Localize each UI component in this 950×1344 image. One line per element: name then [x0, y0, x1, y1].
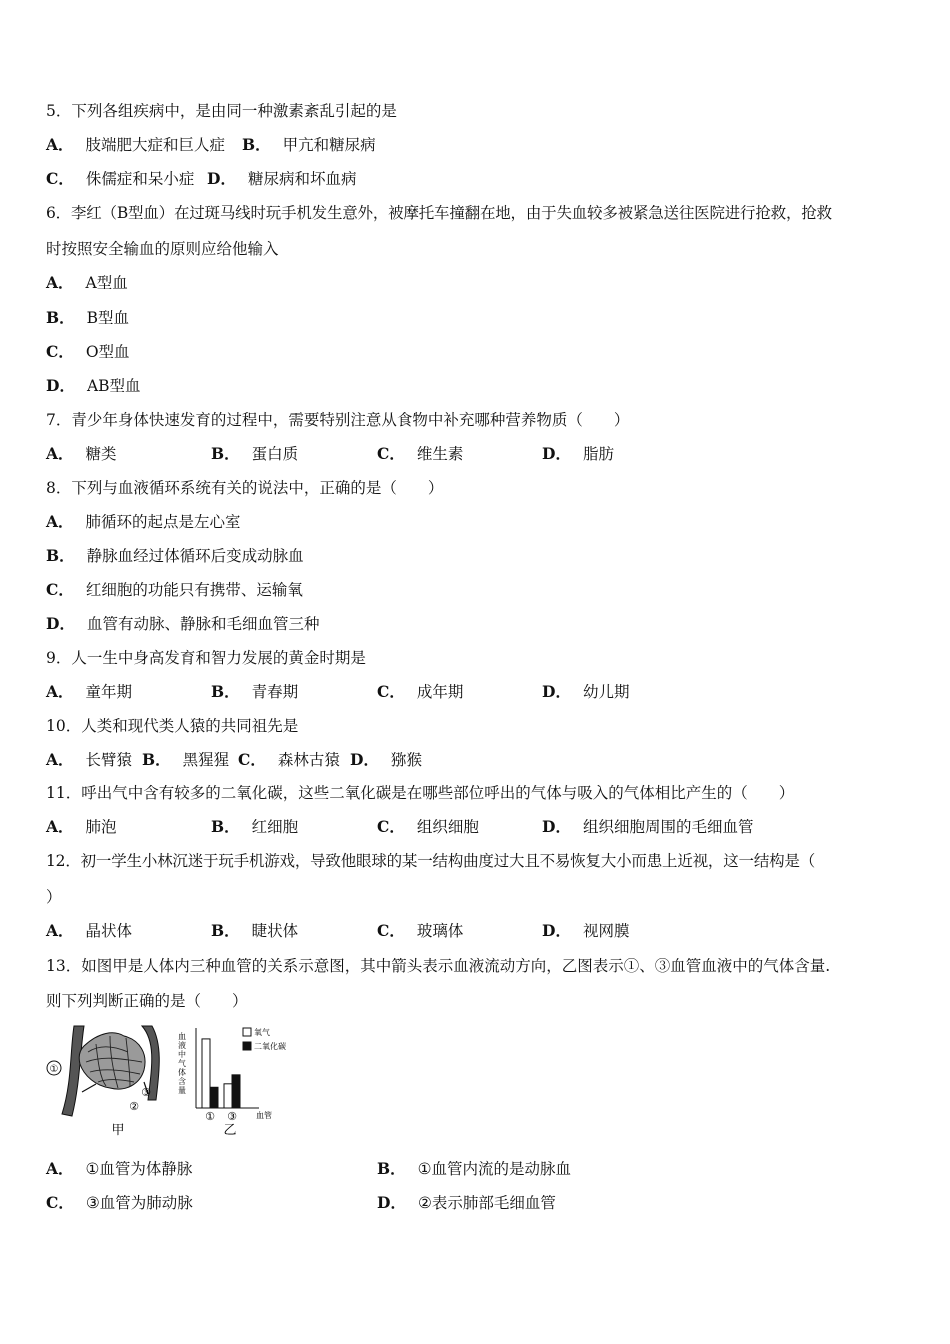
q11-stem: 11．呼出气中含有较多的二氧化碳，这些二氧化碳是在哪些部位呼出的气体与吸入的气体相比产生的（ ） — [46, 784, 795, 802]
q10-stem: 10．人类和现代类人猿的共同祖先是 — [46, 717, 299, 735]
q10-option-a — [46, 749, 132, 771]
q13-option-b — [377, 1158, 571, 1180]
option-text: 甲亢和糖尿病 — [282, 136, 376, 154]
option-text: 晶状体 — [85, 922, 133, 940]
option-label: A． — [46, 444, 74, 463]
option-text: 红细胞的功能只有携带、运输氧 — [85, 581, 303, 599]
q9-option-c — [377, 681, 463, 703]
option-text: 睫状体 — [251, 922, 299, 940]
q9-option-d — [542, 681, 629, 703]
option-text: 红细胞 — [251, 818, 299, 836]
q7-stem: 7．青少年身体快速发育的过程中，需要特别注意从食物中补充哪种营养物质（ ） — [46, 411, 630, 429]
option-label: A． — [46, 135, 74, 154]
caption-left: 甲 — [111, 1123, 125, 1138]
option-label: A． — [46, 682, 74, 701]
legend-co2-label: 二氧化碳 — [254, 1042, 286, 1051]
q10-option-d — [350, 749, 422, 771]
option-text: 视网膜 — [582, 922, 630, 940]
bars-group — [202, 1039, 240, 1108]
bar-oxygen-1 — [202, 1039, 210, 1108]
q13-option-d — [377, 1192, 556, 1214]
option-label: C． — [238, 750, 266, 769]
x-tick-label: ① — [205, 1110, 215, 1123]
q11-option-c — [377, 816, 479, 838]
q6-stem-line1: 6．李红（B型血）在过斑马线时玩手机发生意外，被摩托车撞翻在地，由于失血较多被紧急送往医院进行抢救，抢救 — [46, 204, 832, 222]
option-label: B． — [211, 817, 240, 836]
q7-option-d — [542, 443, 614, 465]
option-text: 森林古猿 — [277, 751, 340, 769]
q11-option-b — [211, 816, 298, 838]
option-label: B． — [211, 444, 240, 463]
option-label: C． — [377, 444, 405, 463]
option-label: D． — [542, 444, 571, 463]
option-label: B． — [211, 921, 240, 940]
q5-option-a — [46, 134, 225, 156]
bar-co2-2 — [232, 1075, 240, 1108]
option-text: 肺循环的起点是左心室 — [85, 513, 241, 531]
option-text: 猕猴 — [390, 751, 422, 769]
q8-option-b — [46, 545, 304, 567]
option-label: C． — [46, 580, 74, 599]
option-text: A型血 — [85, 274, 128, 292]
q9-stem: 9．人一生中身高发育和智力发展的黄金时期是 — [46, 649, 366, 667]
option-label: C． — [46, 1193, 74, 1212]
legend-oxygen-swatch — [243, 1028, 251, 1036]
q7-option-a — [46, 443, 117, 465]
q12-option-c — [377, 920, 463, 942]
bar-oxygen-2 — [224, 1084, 232, 1108]
vessel-diagram — [47, 1026, 159, 1138]
option-text: 糖类 — [85, 445, 117, 463]
legend-co2-swatch — [243, 1042, 251, 1050]
option-label: C． — [377, 682, 405, 701]
option-label: A． — [46, 750, 74, 769]
option-text: 黑猩猩 — [182, 751, 230, 769]
q12-option-a — [46, 920, 132, 942]
option-text: ①血管内流的是动脉血 — [417, 1160, 572, 1178]
mark-2-label: ② — [129, 1100, 139, 1113]
option-label: B． — [46, 546, 75, 565]
q5-option-d — [207, 168, 356, 190]
q13-stem-line1: 13．如图甲是人体内三种血管的关系示意图，其中箭头表示血液流动方向，乙图表示①、③血管血液中的气体含量. — [46, 957, 831, 975]
q13-option-c — [46, 1192, 193, 1214]
q6-option-d — [46, 375, 141, 397]
q13-figure — [44, 1022, 314, 1140]
q5-option-c — [46, 168, 194, 190]
q7-option-b — [211, 443, 298, 465]
option-label: D． — [542, 921, 571, 940]
option-label: D． — [377, 1193, 406, 1212]
option-text: 侏儒症和呆小症 — [85, 170, 195, 188]
option-text: ②表示肺部毛细血管 — [417, 1194, 556, 1212]
option-label: A． — [46, 273, 74, 292]
option-text: 脂肪 — [582, 445, 614, 463]
q6-stem-line2: 时按照安全输血的原则应给他输入 — [46, 240, 279, 258]
option-label: D． — [350, 750, 379, 769]
q8-option-a — [46, 511, 241, 533]
option-text: 静脉血经过体循环后变成动脉血 — [86, 547, 304, 565]
option-text: 成年期 — [416, 683, 464, 701]
option-label: B． — [46, 308, 75, 327]
option-label: C． — [46, 169, 74, 188]
option-label: B． — [142, 750, 171, 769]
option-text: 组织细胞 — [416, 818, 479, 836]
q11-option-d — [542, 816, 753, 838]
legend-oxygen-label: 氧气 — [254, 1028, 270, 1037]
q13-option-a — [46, 1158, 192, 1180]
q5-stem: 5．下列各组疾病中，是由同一种激素紊乱引起的是 — [46, 102, 397, 120]
q11-option-a — [46, 816, 117, 838]
q8-option-d — [46, 613, 319, 635]
option-label: A． — [46, 1159, 74, 1178]
option-label: D． — [207, 169, 236, 188]
option-label: A． — [46, 512, 74, 531]
option-label: D． — [542, 682, 571, 701]
y-axis-label: 血液中气体含量 — [177, 1032, 187, 1095]
q12-stem-line2: ） — [46, 888, 62, 906]
mark-3-label: ③ — [141, 1086, 151, 1099]
bar-co2-1 — [210, 1087, 218, 1108]
option-label: A． — [46, 921, 74, 940]
option-label: C． — [46, 342, 74, 361]
option-label: A． — [46, 817, 74, 836]
q8-stem: 8．下列与血液循环系统有关的说法中，正确的是（ ） — [46, 479, 444, 497]
option-label: C． — [377, 817, 405, 836]
q13-stem-line2: 则下列判断正确的是（ ） — [46, 992, 248, 1010]
gas-chart — [178, 1027, 287, 1138]
q6-option-b — [46, 307, 129, 329]
option-text: 维生素 — [416, 445, 464, 463]
option-label: B． — [211, 682, 240, 701]
q12-stem-line1: 12．初一学生小林沉迷于玩手机游戏，导致他眼球的某一结构曲度过大且不易恢复大小而患上近视，这一结构是（ — [46, 852, 816, 870]
option-text: 肢端肥大症和巨人症 — [85, 136, 226, 154]
option-label: C． — [377, 921, 405, 940]
option-text: ①血管为体静脉 — [85, 1160, 193, 1178]
mark-1-label: ① — [49, 1064, 59, 1075]
option-text: B型血 — [86, 309, 129, 327]
option-text: 青春期 — [251, 683, 299, 701]
q10-option-b — [142, 749, 229, 771]
q10-option-c — [238, 749, 340, 771]
q6-option-a — [46, 272, 128, 294]
option-text: 长臂猿 — [85, 751, 133, 769]
q7-option-c — [377, 443, 463, 465]
q9-option-b — [211, 681, 298, 703]
option-label: D． — [542, 817, 571, 836]
q12-option-b — [211, 920, 298, 942]
x-tick-label: ③ — [227, 1110, 237, 1123]
option-text: 糖尿病和坏血病 — [247, 170, 357, 188]
option-text: 幼儿期 — [582, 683, 630, 701]
option-label: D． — [46, 614, 75, 633]
x-axis-label: 血管 — [256, 1111, 272, 1120]
q9-option-a — [46, 681, 132, 703]
q6-option-c — [46, 341, 130, 363]
caption-right: 乙 — [223, 1123, 237, 1138]
option-label: B． — [242, 135, 271, 154]
option-text: 蛋白质 — [251, 445, 299, 463]
option-label: D． — [46, 376, 75, 395]
option-text: ③血管为肺动脉 — [85, 1194, 193, 1212]
vessel-1 — [62, 1026, 84, 1116]
option-text: 童年期 — [85, 683, 133, 701]
option-label: B． — [377, 1159, 406, 1178]
option-text: AB型血 — [86, 377, 141, 395]
q8-option-c — [46, 579, 303, 601]
option-text: 玻璃体 — [416, 922, 464, 940]
q5-option-b — [242, 134, 376, 156]
option-text: 组织细胞周围的毛细血管 — [582, 818, 754, 836]
ticks-group — [205, 1110, 237, 1123]
option-text: 肺泡 — [85, 818, 117, 836]
option-text: 血管有动脉、静脉和毛细血管三种 — [86, 615, 320, 633]
option-text: O型血 — [85, 343, 130, 361]
q12-option-d — [542, 920, 629, 942]
